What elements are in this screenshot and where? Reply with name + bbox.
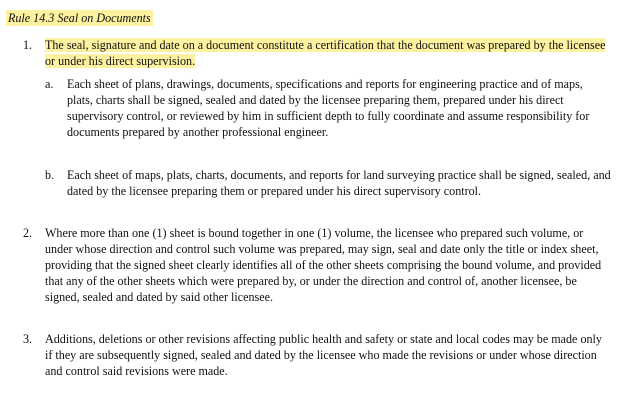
rule-item-2	[23, 225, 611, 305]
highlighted-item-text: The seal, signature and date on a document constitute a certification that the document was prepared by the licensee or under his direct supervision.	[45, 38, 606, 68]
rule-title: Rule 14.3 Seal on Documents	[8, 11, 151, 25]
item-number: 2.	[23, 226, 33, 240]
item-number: 1.	[23, 38, 33, 52]
rule-item-3	[23, 331, 611, 379]
subitem-letter: a.	[45, 77, 54, 91]
item-text: Additions, deletions or other revisions affecting public health and safety or state and local codes may be made only if they are subsequently signed, sealed and dated by the licensee who made the revisions or under whose direction and control said revisions were made.	[45, 332, 602, 378]
subitem-letter: b.	[45, 168, 55, 182]
rule-subitem-1a	[45, 76, 611, 140]
subitem-text: Each sheet of plans, drawings, documents, specifications and reports for engineering practice and of maps, plats, charts shall be signed, sealed and dated by the licensee preparing them, prepared under his direct supervisory control, or reviewed by him in sufficient depth to fully coordinate and assume responsibility for documents prepared by another professional engineer.	[67, 77, 590, 139]
item-text: Where more than one (1) sheet is bound together in one (1) volume, the licensee who prepared such volume, or under whose direction and control such volume was prepared, may sign, seal and date only the title or index sheet, providing that the signed sheet clearly identifies all of the other sheets comprising the bound volume, and provided that any of the other sheets which were prepared by, or under the direction and control of, another licensee, be signed, sealed and dated by said other licensee.	[45, 226, 602, 304]
item-text	[45, 37, 611, 69]
item-number: 3.	[23, 332, 33, 346]
rule-subitem-1b	[45, 167, 611, 199]
rule-item-1	[23, 37, 611, 69]
subitem-text: Each sheet of maps, plats, charts, documents, and reports for land surveying practice shall be signed, sealed, and dated by the licensee preparing them or prepared under his direct supervisory control.	[67, 168, 611, 198]
